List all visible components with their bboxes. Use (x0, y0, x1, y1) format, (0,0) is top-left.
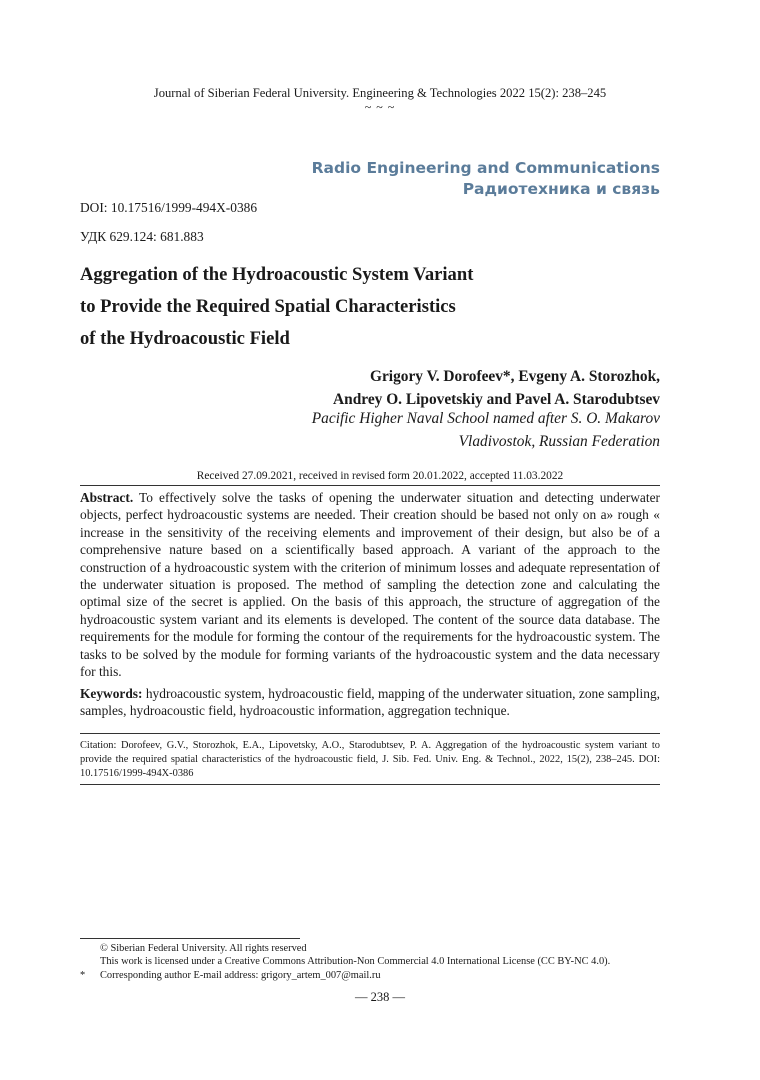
section-title-english: Radio Engineering and Communications (311, 159, 660, 177)
keywords-text: hydroacoustic system, hydroacoustic field, mapping of the underwater situation, zone sampling, samples, hydroacoustic field, hydroacoustic information, aggregation technique. (80, 686, 660, 719)
authors (100, 365, 660, 411)
title-line: to Provide the Required Spatial Characteristics (80, 296, 456, 317)
affiliation-line: Vladivostok, Russian Federation (458, 432, 660, 450)
authors-line: Andrey O. Lipovetskiy and Pavel A. Starodubtsev (333, 391, 660, 408)
section-title-russian: Радиотехника и связь (462, 180, 660, 198)
authors-line: Grigory V. Dorofeev*, Evgeny A. Storozhok, (370, 368, 660, 385)
divider (80, 784, 660, 785)
abstract (80, 489, 660, 680)
affiliation-line: Pacific Higher Naval School named after S. O. Makarov (311, 410, 660, 427)
keywords-label: Keywords: (80, 686, 143, 701)
abstract-text: To effectively solve the tasks of opening the underwater situation and detecting underwater objects, perfect hydroacoustic systems are needed. Their creation should be based not only on a» rough « increase in the sensitivity of the receiving elements and improvement of their design, but also be of a comprehensive nature based on a scientifically based approach. A variant of the approach to the construction of a hydroacoustic system with the criterion of minimum losses and adequate representation of the underwater situation is proposed. The method of sampling the detection zone and calculating the optimal size of the secret is applied. On the basis of this approach, the structure of aggregation of the hydroacoustic system variant and its elements is developed. The content of the source data database. The requirements for the module for forming the contour of the requirements for the hydroacoustic system. The tasks to be solved by the module for forming variants of the hydroacoustic system and the data necessary for this. (80, 490, 660, 680)
title-line: Aggregation of the Hydroacoustic System Variant (80, 264, 474, 285)
paper-title (80, 259, 680, 355)
journal-reference: Journal of Siberian Federal University. Engineering & Technologies 2022 15(2): 238–245 (153, 86, 607, 100)
affiliation (100, 408, 660, 453)
divider (80, 733, 660, 734)
citation: Citation: Dorofeev, G.V., Storozhok, E.A., Lipovetsky, A.O., Starodubtsev, P. A. Aggregation of the hydroacoustic system variant to provide the required spatial characteristics of the hydroacoustic field, J. Sib. Fed. Univ. Eng. & Technol., 2022, 15(2), 238–245. DOI: 10.17516/1999-494X-0386 (80, 740, 660, 779)
footnote-divider (80, 938, 300, 939)
footnotes (80, 942, 670, 982)
page-number: — 238 — (355, 990, 405, 1004)
udk-code: УДК 629.124: 681.883 (80, 229, 204, 244)
abstract-label: Abstract. (80, 490, 134, 505)
license-note: This work is licensed under a Creative Commons Attribution-Non Commercial 4.0 International License (CC BY-NC 4.0). (100, 956, 611, 968)
divider (80, 485, 660, 486)
doi: DOI: 10.17516/1999-494X-0386 (80, 200, 258, 215)
title-line: of the Hydroacoustic Field (80, 328, 290, 349)
corresponding-author-note (80, 969, 670, 982)
received-dates: Received 27.09.2021, received in revised form 20.01.2022, accepted 11.03.2022 (196, 470, 564, 482)
keywords (80, 685, 660, 720)
corresponding-author-text: Corresponding author E-mail address: grigory_artem_007@mail.ru (100, 969, 381, 981)
header-separator: ~ ~ ~ (364, 100, 396, 114)
footnote-mark: * (80, 969, 86, 981)
copyright-note: © Siberian Federal University. All rights reserved (100, 943, 307, 954)
